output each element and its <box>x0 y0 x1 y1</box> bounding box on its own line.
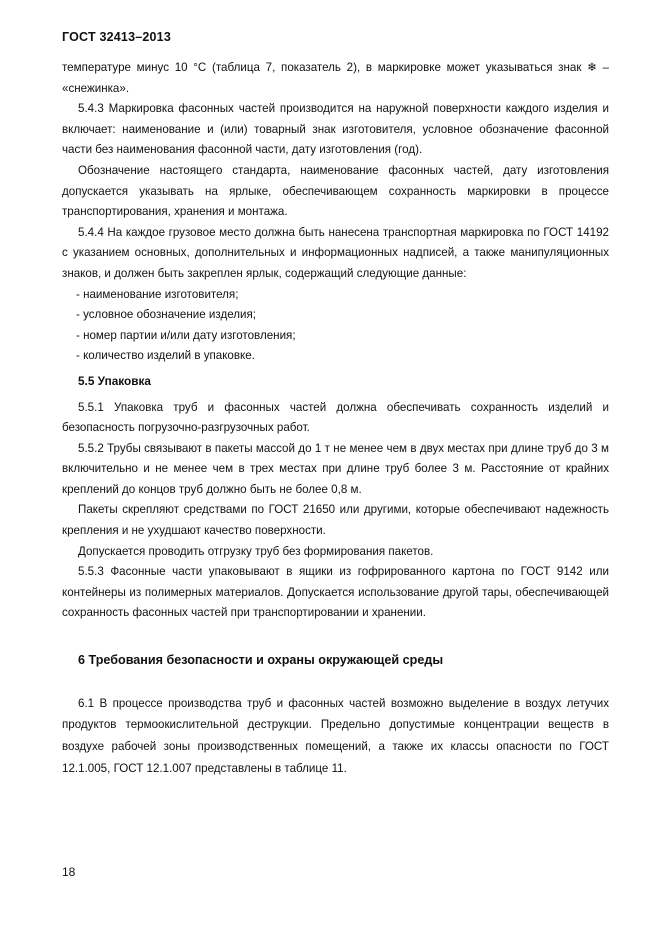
list-item: - условное обозначение изделия; <box>76 308 257 322</box>
paragraph-5-5-3: 5.5.3 Фасонные части упаковывают в ящики из гофрированного картона по ГОСТ 9142 или контейнеры из полимерных материалов. Допускается использование другой тары, обеспечивающей сохранность фасонных частей при транспортировании и хранении. <box>62 565 609 620</box>
section-5-5-heading: 5.5 Упаковка <box>78 373 151 388</box>
paragraph-packages: Пакеты скрепляют средствами по ГОСТ 21650 или другими, которые обеспечивают надежность крепления и не ухудшают качество поверхности. <box>62 503 609 538</box>
paragraph-continuation: температуре минус 10 °С (таблица 7, показатель 2), в маркировке может указываться знак ❄ – «снежинка». <box>62 61 609 95</box>
page-number: 18 <box>62 865 76 879</box>
list-item: - количество изделий в упаковке. <box>76 349 255 363</box>
list-item: - номер партии и/или дату изготовления; <box>76 328 296 342</box>
paragraph-designation: Обозначение настоящего стандарта, наименование фасонных частей, дату изготовления допускается указывать на ярлыке, обеспечивающем сохранность маркировки в процессе транспортирования, хранения и монтажа. <box>62 163 609 219</box>
paragraph-5-4-4: 5.4.4 На каждое грузовое место должна быть нанесена транспортная маркировка по ГОСТ 14192 с указанием основных, дополнительных и информационных надписей, а также манипуляционных знаков, и должен быть закреплен ярлык, содержащий следующие данные: <box>62 225 609 280</box>
paragraph-shipment: Допускается проводить отгрузку труб без формирования пакетов. <box>78 544 434 558</box>
page-header-title: ГОСТ 32413–2013 <box>62 30 171 44</box>
paragraph-5-5-2: 5.5.2 Трубы связывают в пакеты массой до 1 т не менее чем в двух местах при длине труб до 3 м включительно и не менее чем в трех местах при длине труб более 3 м. Расстояние от крайних креплений до концов труб должно быть не более 0,8 м. <box>62 441 609 496</box>
section-6-heading: 6 Требования безопасности и охраны окружающей среды <box>78 653 444 668</box>
paragraph-5-5-1: 5.5.1 Упаковка труб и фасонных частей должна обеспечивать сохранность изделий и безопасность погрузочно-разгрузочных работ. <box>62 400 609 435</box>
paragraph-6-1: 6.1 В процессе производства труб и фасонных частей возможно выделение в воздух летучих продуктов термоокислительной деструкции. Предельно допустимые концентрации веществ в воздухе рабочей зоны производственных помещений, а также их классы опасности по ГОСТ 12.1.005, ГОСТ 12.1.007 представлены в таблице 11. <box>62 696 609 776</box>
list-item: - наименование изготовителя; <box>76 287 239 301</box>
page-body <box>62 58 609 780</box>
paragraph-5-4-3: 5.4.3 Маркировка фасонных частей производится на наружной поверхности каждого изделия и включает: наименование и (или) товарный знак изготовителя, условное обозначение фасонной части без наименования фасонной части, дату изготовления (год). <box>62 102 609 157</box>
